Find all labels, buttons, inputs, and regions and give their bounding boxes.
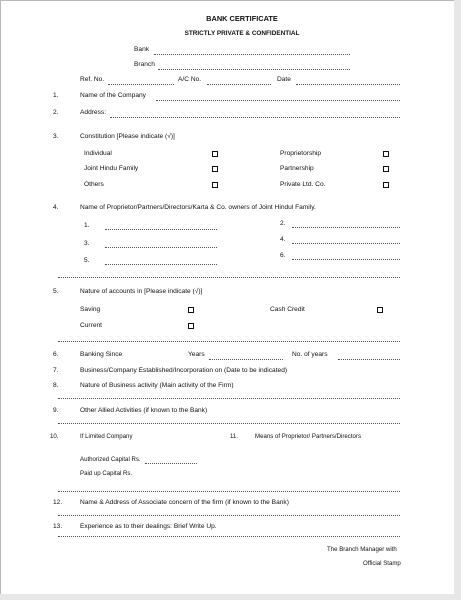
constitution-partnership-checkbox[interactable]	[383, 166, 389, 172]
authorized-capital-field[interactable]	[145, 463, 197, 464]
bank-label: Bank	[134, 46, 150, 53]
branch-label: Branch	[134, 61, 155, 68]
associate-concern-line[interactable]	[58, 515, 400, 516]
constitution-private-ltd-label: Private Ltd. Co.	[280, 181, 326, 188]
owner-6-field[interactable]	[292, 259, 400, 260]
owner-3-number: 3.	[84, 240, 90, 247]
owner-4-number: 4.	[280, 236, 286, 243]
no-of-years-field[interactable]	[338, 359, 400, 360]
owner-5-number: 5.	[84, 257, 90, 264]
allied-activities-line[interactable]	[58, 423, 400, 424]
constitution-proprietorship-label: Proprietorship	[280, 150, 322, 157]
constitution-jhf-label: Joint Hindu Family	[84, 165, 139, 172]
page-shadow-right	[454, 0, 461, 600]
item-10-label: If Limited Company	[80, 433, 133, 440]
item-8-number: 8.	[53, 382, 59, 389]
item-6-number: 6.	[53, 351, 59, 358]
owner-6-number: 6.	[280, 252, 286, 259]
address-field[interactable]	[110, 117, 400, 118]
item-2-label: Address:	[80, 109, 107, 116]
item-5-label: Nature of accounts in [Please indicate (√)]	[80, 288, 203, 295]
capital-extra-line[interactable]	[58, 491, 400, 492]
ref-label: Ref. No.	[80, 76, 105, 83]
owner-5-field[interactable]	[105, 264, 217, 265]
owner-1-field[interactable]	[105, 229, 217, 230]
owners-extra-line[interactable]	[58, 277, 400, 278]
item-9-number: 9.	[53, 407, 59, 414]
account-current-checkbox[interactable]	[188, 323, 194, 329]
no-of-years-label: No. of years	[292, 351, 328, 358]
item-11-label: Means of Proprietor/ Partners/Directors	[255, 433, 362, 440]
accounts-extra-line[interactable]	[58, 341, 400, 342]
item-10-number: 10.	[50, 433, 59, 440]
constitution-jhf-checkbox[interactable]	[212, 166, 218, 172]
owner-3-field[interactable]	[105, 247, 217, 248]
account-cash-credit-label: Cash Credit	[270, 306, 305, 313]
item-1-number: 1.	[53, 92, 59, 99]
item-12-label: Name & Address of Associate concern of the firm (if known to the Bank)	[80, 499, 289, 506]
constitution-individual-checkbox[interactable]	[212, 151, 218, 157]
item-3-label: Constitution [Please indicate (√)]	[80, 133, 175, 140]
item-6-label: Banking Since	[80, 351, 123, 358]
authorized-capital-label: Authorized Capital Rs.	[80, 456, 141, 463]
owner-2-number: 2.	[280, 220, 286, 227]
item-4-label: Name of Proprietor/Partners/Directors/Karta & Co. owners of Joint Hindul Family.	[80, 204, 316, 211]
constitution-individual-label: Individual	[84, 150, 112, 157]
ac-field[interactable]	[207, 84, 271, 85]
owner-4-field[interactable]	[292, 243, 400, 244]
date-label: Date	[277, 76, 291, 83]
item-13-label: Experience as to their dealings: Brief Write Up.	[80, 523, 217, 530]
official-stamp-label: Official Stamp	[363, 560, 401, 567]
account-saving-label: Saving	[80, 306, 101, 313]
constitution-private-ltd-checkbox[interactable]	[383, 182, 389, 188]
item-1-label: Name of the Company	[80, 92, 146, 99]
document-subtitle: STRICTLY PRIVATE & CONFIDENTIAL	[184, 30, 300, 37]
branch-field[interactable]	[158, 69, 350, 70]
company-name-field[interactable]	[156, 100, 400, 101]
business-activity-line[interactable]	[58, 398, 400, 399]
item-7-label: Business/Company Established/Incorporation on (Date to be indicated)	[80, 367, 288, 374]
experience-line[interactable]	[58, 536, 400, 537]
item-2-number: 2.	[53, 109, 59, 116]
owner-2-field[interactable]	[292, 227, 400, 228]
item-5-number: 5.	[53, 288, 59, 295]
item-8-label: Nature of Business activity (Main activity of the Firm)	[80, 382, 234, 389]
item-12-number: 12.	[53, 499, 63, 506]
ac-label: A/C No.	[178, 76, 202, 83]
branch-manager-label: The Branch Manager with	[327, 546, 397, 553]
ref-field[interactable]	[108, 84, 174, 85]
page-shadow-bottom	[0, 594, 461, 600]
years-field[interactable]	[209, 359, 283, 360]
item-9-label: Other Allied Activities (if known to the Bank)	[80, 407, 208, 414]
account-current-label: Current	[80, 322, 102, 329]
paid-up-capital-label: Paid up Capital Rs.	[80, 470, 133, 477]
account-cash-credit-checkbox[interactable]	[377, 307, 383, 313]
bank-field[interactable]	[154, 54, 350, 55]
item-4-number: 4.	[53, 204, 59, 211]
item-3-number: 3.	[53, 133, 59, 140]
item-7-number: 7.	[53, 367, 59, 374]
constitution-others-checkbox[interactable]	[212, 182, 218, 188]
date-field[interactable]	[296, 84, 400, 85]
item-13-number: 13.	[53, 523, 63, 530]
constitution-others-label: Others	[84, 181, 104, 188]
item-11-number: 11.	[230, 433, 239, 440]
constitution-partnership-label: Partnership	[280, 165, 314, 172]
years-label: Years	[188, 351, 205, 358]
document-title: BANK CERTIFICATE	[206, 14, 278, 23]
account-saving-checkbox[interactable]	[188, 307, 194, 313]
owner-1-number: 1.	[84, 222, 90, 229]
constitution-proprietorship-checkbox[interactable]	[383, 151, 389, 157]
